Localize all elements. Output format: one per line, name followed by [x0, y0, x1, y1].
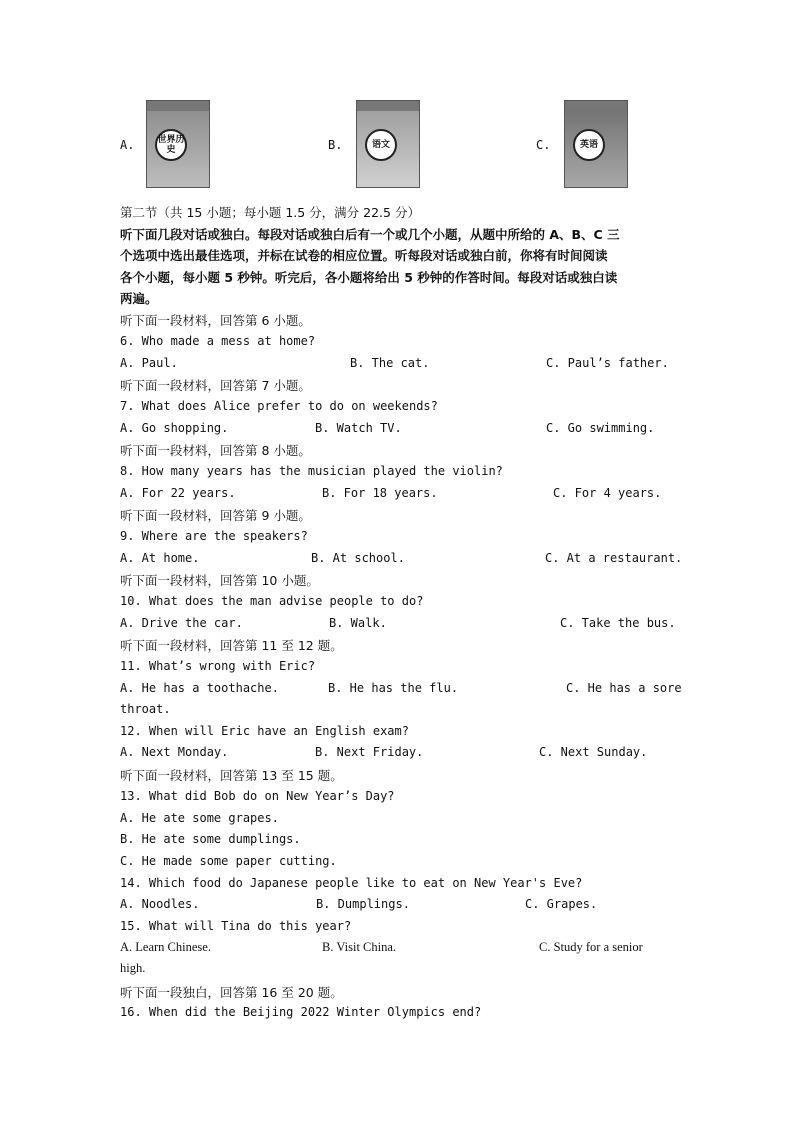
- q13-option-a[interactable]: A. He ate some grapes.: [120, 811, 279, 825]
- q15-option-a[interactable]: A. Learn Chinese.: [120, 940, 211, 954]
- q9-intro: 听下面一段材料，回答第 9 小题。: [120, 508, 311, 523]
- q6-option-a[interactable]: A. Paul.: [120, 356, 178, 370]
- image-option-c[interactable]: [536, 100, 656, 192]
- q10-question: 10. What does the man advise people to do?: [120, 594, 424, 608]
- q8-option-c[interactable]: C. For 4 years.: [553, 486, 662, 500]
- history-book-title: 世界历史: [155, 129, 187, 161]
- q15-question: 15. What will Tina do this year?: [120, 919, 352, 933]
- q15-option-c[interactable]: C. Study for a senior: [539, 940, 643, 954]
- q12-option-a[interactable]: A. Next Monday.: [120, 745, 229, 759]
- q6-question: 6. Who made a mess at home?: [120, 334, 316, 348]
- q7-option-a[interactable]: A. Go shopping.: [120, 421, 229, 435]
- option-image-row: [0, 100, 794, 192]
- q11-option-a[interactable]: A. He has a toothache.: [120, 681, 279, 695]
- q6-intro: 听下面一段材料，回答第 6 小题。: [120, 313, 311, 328]
- q16-question: 16. When did the Beijing 2022 Winter Olympics end?: [120, 1005, 482, 1019]
- q15-option-c-continued: high.: [120, 961, 146, 975]
- q8-intro: 听下面一段材料，回答第 8 小题。: [120, 443, 311, 458]
- q11-option-b[interactable]: B. He has the flu.: [328, 681, 459, 695]
- q14-option-b[interactable]: B. Dumplings.: [316, 897, 410, 911]
- q9-option-a[interactable]: A. At home.: [120, 551, 200, 565]
- q7-option-c[interactable]: C. Go swimming.: [546, 421, 655, 435]
- q13-option-b[interactable]: B. He ate some dumplings.: [120, 832, 301, 846]
- q13-question: 13. What did Bob do on New Year’s Day?: [120, 789, 395, 803]
- q9-question: 9. Where are the speakers?: [120, 529, 308, 543]
- q8-option-b[interactable]: B. For 18 years.: [322, 486, 438, 500]
- q10-option-c[interactable]: C. Take the bus.: [560, 616, 676, 630]
- english-textbook-image: [564, 100, 628, 188]
- q11-option-c-continued: throat.: [120, 702, 171, 716]
- chinese-textbook-image: [356, 100, 420, 188]
- english-book-title: 英语: [573, 129, 605, 161]
- q6-option-c[interactable]: C. Paul’s father.: [546, 356, 669, 370]
- q11-question: 11. What’s wrong with Eric?: [120, 659, 316, 673]
- q7-option-b[interactable]: B. Watch TV.: [315, 421, 402, 435]
- q9-option-c[interactable]: C. At a restaurant.: [545, 551, 683, 565]
- q8-option-a[interactable]: A. For 22 years.: [120, 486, 236, 500]
- q6-option-b[interactable]: B. The cat.: [350, 356, 430, 370]
- section-title: 第二节（共 15 小题；每小题 1.5 分，满分 22.5 分）: [120, 205, 420, 220]
- q13-intro: 听下面一段材料，回答第 13 至 15 题。: [120, 768, 343, 783]
- q14-option-a[interactable]: A. Noodles.: [120, 897, 200, 911]
- q10-option-b[interactable]: B. Walk.: [329, 616, 387, 630]
- q15-option-b[interactable]: B. Visit China.: [322, 940, 397, 954]
- q12-option-c[interactable]: C. Next Sunday.: [539, 745, 648, 759]
- q16-intro: 听下面一段独白，回答第 16 至 20 题。: [120, 985, 343, 1000]
- q13-option-c[interactable]: C. He made some paper cutting.: [120, 854, 337, 868]
- section-instructions-2: 个选项中选出最佳选项，并标在试卷的相应位置。听每段对话或独白前，你将有时间阅读: [120, 248, 608, 263]
- option-b-label: B.: [328, 138, 343, 152]
- q9-option-b[interactable]: B. At school.: [311, 551, 405, 565]
- q12-option-b[interactable]: B. Next Friday.: [315, 745, 424, 759]
- q10-option-a[interactable]: A. Drive the car.: [120, 616, 243, 630]
- q7-question: 7. What does Alice prefer to do on weekends?: [120, 399, 438, 413]
- section-instructions-3: 各个小题，每小题 5 秒钟。听完后，各小题将给出 5 秒钟的作答时间。每段对话或独白读: [120, 270, 618, 285]
- q14-option-c[interactable]: C. Grapes.: [525, 897, 598, 911]
- q11-option-c[interactable]: C. He has a sore: [566, 681, 682, 695]
- q7-intro: 听下面一段材料，回答第 7 小题。: [120, 378, 311, 393]
- q12-question: 12. When will Eric have an English exam?: [120, 724, 409, 738]
- section-instructions-1: 听下面几段对话或独白。每段对话或独白后有一个或几个小题，从题中所给的 A、B、C 三: [120, 227, 620, 242]
- chinese-book-title: 语文: [365, 129, 397, 161]
- section-instructions-4: 两遍。: [120, 291, 158, 306]
- history-textbook-image: [146, 100, 210, 188]
- option-a-label: A.: [120, 138, 135, 152]
- q11-intro: 听下面一段材料，回答第 11 至 12 题。: [120, 638, 343, 653]
- q14-question: 14. Which food do Japanese people like to eat on New Year's Eve?: [120, 876, 583, 890]
- q8-question: 8. How many years has the musician played the violin?: [120, 464, 503, 478]
- image-option-a[interactable]: [120, 100, 240, 192]
- q10-intro: 听下面一段材料，回答第 10 小题。: [120, 573, 319, 588]
- option-c-label: C.: [536, 138, 551, 152]
- image-option-b[interactable]: [328, 100, 448, 192]
